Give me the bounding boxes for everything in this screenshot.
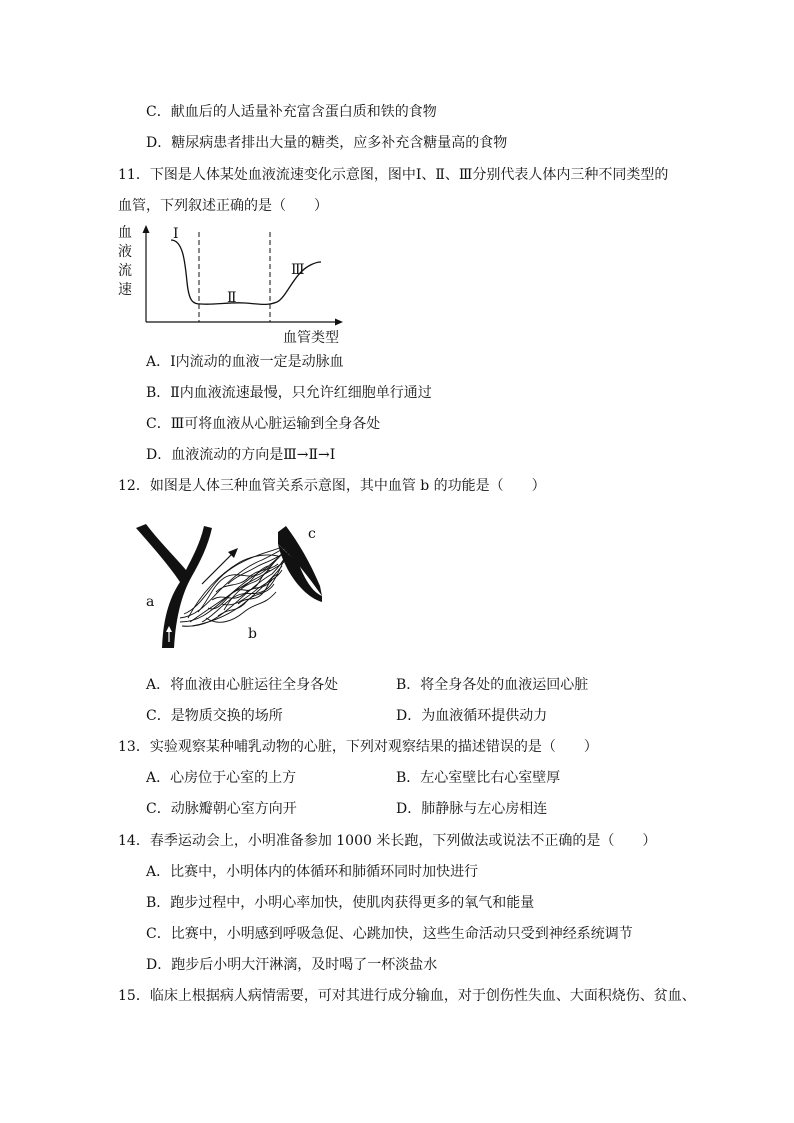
q11-option-d: D．血液流动的方向是Ⅲ→Ⅱ→Ⅰ bbox=[146, 447, 336, 463]
q14-option-a: A．比赛中，小明体内的体循环和肺循环同时加快进行 bbox=[146, 864, 479, 880]
q13-option-c: C．动脉瓣朝心室方向开 bbox=[146, 801, 297, 817]
y-label-char-1: 血 bbox=[118, 225, 132, 241]
q13-option-b: B．左心室壁比右心室壁厚 bbox=[396, 770, 561, 786]
q14-stem: 14．春季运动会上，小明准备参加 1000 米长跑，下列做法或说法不正确的是（ ） bbox=[118, 833, 657, 849]
q14-option-c: C．比赛中，小明感到呼吸急促、心跳加快，这些生命活动只受到神经系统调节 bbox=[146, 926, 633, 942]
x-axis-arrow bbox=[335, 319, 343, 326]
q13-option-a: A．心房位于心室的上方 bbox=[146, 770, 297, 786]
q13-option-d: D．肺静脉与左心房相连 bbox=[396, 801, 548, 817]
q15-stem: 15．临床上根据病人病情需要，可对其进行成分输血，对于创伤性失血、大面积烧伤、贫血、 bbox=[118, 988, 696, 1004]
carry-option-c: C．献血后的人适量补充富含蛋白质和铁的食物 bbox=[146, 104, 437, 120]
q11-stem-line1: 11．下图是人体某处血液流速变化示意图，图中Ⅰ、Ⅱ、Ⅲ分别代表人体内三种不同类型的 bbox=[118, 167, 669, 183]
label-b: b bbox=[248, 626, 257, 642]
q12-option-a: A．将血液由心脏运往全身各处 bbox=[146, 677, 339, 693]
q11-option-b: B．Ⅱ内血液流速最慢，只允许红细胞单行通过 bbox=[146, 385, 432, 401]
q11-option-c: C．Ⅲ可将血液从心脏运输到全身各处 bbox=[146, 416, 381, 432]
q12-vessel-figure bbox=[128, 522, 328, 650]
q11-blood-flow-figure bbox=[115, 222, 355, 350]
q12-stem: 12．如图是人体三种血管关系示意图，其中血管 b 的功能是（ ） bbox=[118, 478, 546, 494]
label-a: a bbox=[146, 594, 155, 610]
x-axis-label: 血管类型 bbox=[283, 330, 339, 346]
y-axis-arrow bbox=[143, 225, 150, 233]
segment-label-2: Ⅱ bbox=[227, 290, 237, 306]
vessel-a bbox=[136, 524, 212, 648]
q14-option-b: B．跑步过程中，小明心率加快，使肌肉获得更多的氧气和能量 bbox=[146, 895, 535, 911]
y-label-char-2: 液 bbox=[118, 244, 132, 260]
q14-option-d: D．跑步后小明大汗淋漓，及时喝了一杯淡盐水 bbox=[146, 957, 438, 973]
q12-option-b: B．将全身各处的血液运回心脏 bbox=[396, 677, 589, 693]
q12-option-d: D．为血液循环提供动力 bbox=[396, 708, 548, 724]
q12-option-c: C．是物质交换的场所 bbox=[146, 708, 283, 724]
q11-option-a: A．Ⅰ内流动的血液一定是动脉血 bbox=[146, 354, 344, 370]
segment-label-3: Ⅲ bbox=[291, 262, 305, 278]
y-label-char-4: 速 bbox=[118, 282, 132, 298]
q13-stem: 13．实验观察某种哺乳动物的心脏，下列对观察结果的描述错误的是（ ） bbox=[118, 739, 598, 755]
carry-option-d: D．糖尿病患者排出大量的糖类，应多补充含糖量高的食物 bbox=[146, 135, 508, 151]
y-label-char-3: 流 bbox=[118, 263, 132, 279]
segment-label-1: Ⅰ bbox=[173, 226, 179, 242]
label-c: c bbox=[308, 526, 316, 542]
q11-stem-line2: 血管，下列叙述正确的是（ ） bbox=[118, 198, 328, 214]
